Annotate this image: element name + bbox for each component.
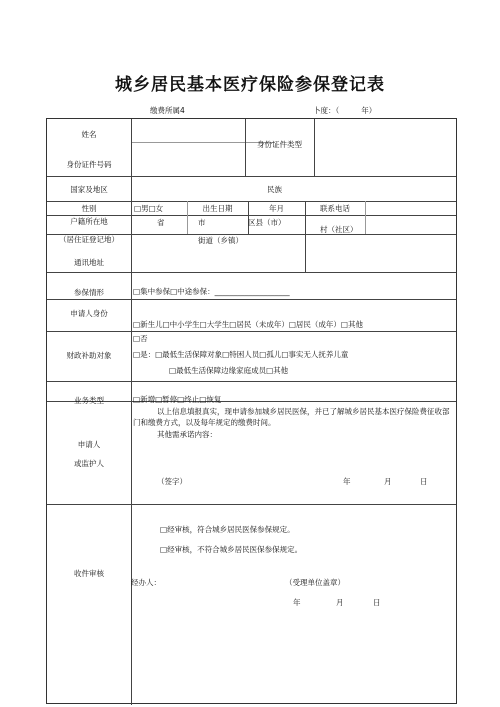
applicant-year-label: 年: [343, 477, 351, 486]
review-label: 收件审核: [74, 569, 104, 578]
applicant-label-line2: 或监护人: [74, 459, 104, 468]
registration-table: [46, 118, 457, 704]
id-number-input[interactable]: [137, 179, 453, 199]
row-divider: [47, 176, 456, 177]
review-day-label: 日: [373, 598, 381, 607]
name-input[interactable]: [137, 123, 242, 173]
nation-label: 国家及地区: [70, 185, 108, 194]
address-label: 通讯地址: [74, 258, 104, 267]
street-label: 街道（乡镇）: [198, 236, 243, 245]
province-label: 省: [157, 218, 165, 227]
subsidy-yes-options[interactable]: □是：□最低生活保障对象□特困人员□孤儿□事实无人抚养儿童: [133, 350, 349, 359]
subsidy-no-option[interactable]: □否: [133, 334, 148, 343]
column-divider: [365, 201, 366, 234]
gender-options[interactable]: □男□女: [134, 204, 164, 213]
row-divider: [47, 331, 456, 332]
row-divider: [47, 381, 456, 382]
district-label: 区县（市）: [248, 218, 286, 227]
applicant-signature-label[interactable]: （签字）: [157, 477, 187, 486]
review-month-label: 月: [336, 598, 344, 607]
subsidy-label: 财政补助对象: [66, 351, 112, 360]
applicant-label-line1: 申请人: [77, 440, 101, 449]
agency-seal-label: （受理单位盖章）: [285, 578, 345, 587]
label-column-divider: [131, 119, 132, 705]
review-approved-option[interactable]: □经审核，符合城乡居民医保参保规定。: [160, 525, 295, 534]
birth-date-label: 出生日期: [202, 204, 233, 213]
payment-year-line: [150, 105, 420, 119]
business-type-label: 业务类型: [74, 396, 104, 405]
id-number-label: 身份证件号码: [66, 160, 112, 169]
row-divider: [47, 215, 456, 216]
review-year-label: 年: [293, 598, 301, 607]
ethnicity-label: 民族: [267, 185, 282, 194]
name-label: 姓名: [81, 130, 97, 139]
phone-label: 联系电话: [320, 204, 350, 213]
column-divider: [314, 119, 315, 176]
applicant-day-label: 日: [420, 477, 428, 486]
applicant-month-label: 月: [384, 477, 392, 486]
village-label: 村（社区）: [320, 225, 358, 234]
row-divider: [47, 504, 456, 505]
id-type-label: 身份证件类型: [257, 140, 302, 149]
applicant-identity-label: 申请人身份: [70, 309, 108, 318]
birth-month-label: 年月: [269, 204, 284, 213]
household-label-line2: （居住证登记地）: [59, 235, 119, 244]
phone-input[interactable]: [369, 217, 453, 232]
row-divider: [47, 201, 456, 202]
row-divider: [47, 272, 456, 273]
id-type-input[interactable]: [319, 123, 453, 173]
subsidy-yes-options-2[interactable]: □最低生活保障边缘家庭成员□其他: [169, 366, 289, 375]
business-type-options[interactable]: □新增□暂停□终止□恢复: [133, 395, 222, 404]
city-label: 市: [198, 218, 206, 227]
review-rejected-option[interactable]: □经审核，不符合城乡居民医保参保规定。: [160, 545, 303, 554]
enroll-type-label: 参保情形: [74, 288, 104, 297]
gender-label: 性别: [81, 204, 97, 213]
form-title: 城乡居民基本医疗保险参保登记表: [115, 75, 385, 95]
payment-year-label: 缴费所属4: [150, 106, 185, 115]
applicant-identity-options[interactable]: □新生儿□中小学生□大学生□居民（未成年）□居民（成年）□其他: [133, 320, 364, 329]
payment-year-field[interactable]: 卜度：（ 年）: [313, 106, 377, 115]
applicant-statement: 以上信息填报真实，现申请参加城乡居民医保，并已了解城乡居民基本医疗保险费征收部门和缴费方式，以及每年规定的缴费时间。: [133, 407, 450, 427]
household-label-line1: 户籍所在地: [70, 217, 108, 226]
other-commitment-label: 其他需承诺内容：: [157, 430, 217, 439]
enroll-type-options[interactable]: □集中参保□中途参保：____________________: [133, 287, 290, 296]
row-divider: [47, 299, 456, 300]
enroll-midway-blank[interactable]: ____________________: [214, 287, 290, 296]
handler-label: 经办人：: [131, 578, 161, 587]
